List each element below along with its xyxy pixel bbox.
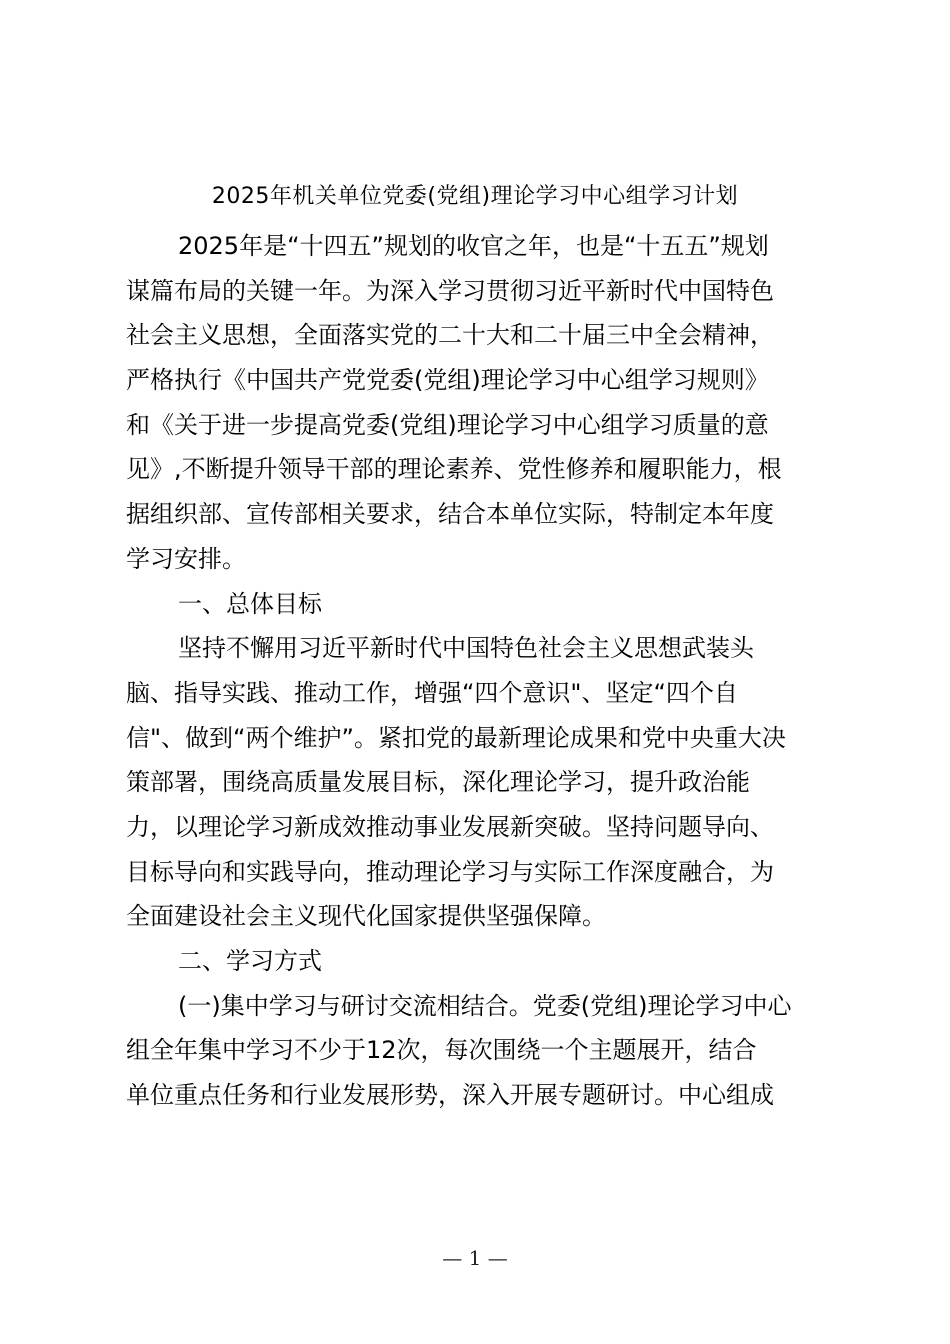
page-number: — 1 —: [442, 1246, 508, 1270]
paragraph-method-line: 组全年集中学习不少于12次，每次围绕一个主题展开，结合: [126, 1036, 757, 1065]
paragraph-goal-line: 信"、做到“两个维护”。紧扣党的最新理论成果和党中央重大决: [126, 723, 786, 752]
document-body: [126, 224, 846, 1118]
document-title: 2025年机关单位党委(党组)理论学习中心组学习计划: [211, 184, 739, 209]
paragraph-goal-line: 力，以理论学习新成效推动事业发展新突破。坚持问题导向、: [126, 812, 774, 841]
section-heading: 二、学习方式: [178, 947, 322, 975]
paragraph-goal-line: 坚持不懈用习近平新时代中国特色社会主义思想武装头: [178, 634, 754, 663]
section-heading: 一、总体目标: [178, 589, 322, 618]
paragraph-method-line: 单位重点任务和行业发展形势，深入开展专题研讨。中心组成: [126, 1081, 774, 1110]
paragraph-intro-line: 谋篇布局的关键一年。为深入学习贯彻习近平新时代中国特色: [126, 276, 774, 305]
paragraph-intro-line: 2025年是“十四五”规划的收官之年，也是“十五五”规划: [178, 232, 769, 260]
paragraph-intro-line: 严格执行《中国共产党党委(党组)理论学习中心组学习规则》: [126, 366, 769, 395]
paragraph-intro-line: 社会主义思想，全面落实党的二十大和二十届三中全会精神，: [126, 321, 774, 350]
paragraph-intro-line: 和《关于进一步提高党委(党组)理论学习中心组学习质量的意: [126, 410, 769, 439]
paragraph-intro-line: 学习安排。: [126, 544, 246, 573]
paragraph-goal-line: 策部署，围绕高质量发展目标，深化理论学习，提升政治能: [126, 768, 750, 797]
paragraph-goal-line: 全面建设社会主义现代化国家提供坚强保障。: [126, 902, 606, 931]
paragraph-intro-line: 见》,不断提升领导干部的理论素养、党性修养和履职能力，根: [126, 455, 782, 484]
paragraph-goal-line: 目标导向和实践导向，推动理论学习与实际工作深度融合，为: [126, 857, 774, 886]
paragraph-intro-line: 据组织部、宣传部相关要求，结合本单位实际，特制定本年度: [126, 500, 774, 529]
paragraph-goal-line: 脑、指导实践、推动工作，增强“四个意识"、坚定“四个自: [126, 678, 738, 707]
paragraph-method-line: (一)集中学习与研讨交流相结合。党委(党组)理论学习中心: [178, 991, 792, 1020]
